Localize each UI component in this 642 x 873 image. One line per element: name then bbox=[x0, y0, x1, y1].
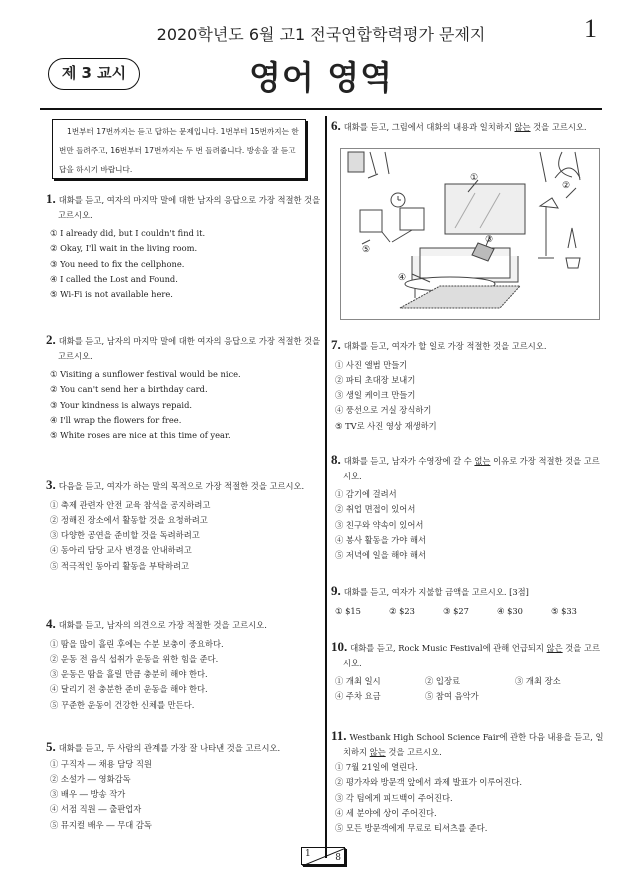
option: ⑤ White roses are nice at this time of year. bbox=[50, 430, 231, 441]
option: ④ $30 bbox=[497, 605, 523, 616]
question-6 bbox=[331, 119, 606, 135]
question-number: 2. bbox=[46, 332, 56, 347]
option: ④ 서점 직원 ― 출판업자 bbox=[50, 804, 142, 815]
question-number: 11. bbox=[331, 728, 347, 743]
question-stem: 대화를 듣고, 남자의 의견으로 가장 적절한 것을 고르시오. bbox=[58, 620, 267, 630]
page-number: 1 bbox=[584, 14, 597, 43]
question-4 bbox=[46, 617, 321, 713]
option: ① 개최 일시 bbox=[335, 676, 381, 686]
option: ⑤ $33 bbox=[551, 605, 577, 616]
question-5 bbox=[46, 740, 321, 833]
option: ② 평가자와 방문객 앞에서 과제 발표가 이루어진다. bbox=[335, 777, 523, 788]
option: ③ 배우 ― 방송 작가 bbox=[50, 789, 126, 800]
option: ⑤ 참여 음악가 bbox=[425, 691, 479, 702]
option: ① 구직자 ― 채용 담당 직원 bbox=[50, 758, 152, 769]
underlined-word: 않는 bbox=[514, 122, 531, 132]
option: ② $23 bbox=[389, 605, 415, 616]
option: ③ 각 팀에게 피드백이 주어진다. bbox=[335, 792, 453, 803]
exam-title: 2020학년도 6월 고1 전국연합학력평가 문제지 bbox=[156, 25, 486, 44]
question-number: 9. bbox=[331, 583, 341, 598]
option: ④ 주차 요금 bbox=[335, 691, 381, 702]
question-2 bbox=[46, 333, 321, 443]
option: ③ 다양한 공연을 준비할 것을 독려하려고 bbox=[50, 530, 200, 541]
question-number: 7. bbox=[331, 337, 341, 352]
option: ③ 친구와 약속이 있어서 bbox=[335, 519, 424, 530]
question-9 bbox=[331, 584, 606, 618]
option: ⑤ 저녁에 일을 해야 해서 bbox=[335, 550, 426, 561]
question-stem-end: 것을 고르시오. bbox=[385, 746, 442, 757]
option: ⑤ 꾸준한 운동이 건강한 신체를 만든다. bbox=[50, 699, 195, 710]
option: ③ 생일 케이크 만들기 bbox=[335, 390, 416, 401]
option: ④ I'll wrap the flowers for free. bbox=[50, 414, 182, 425]
label-4: ④ bbox=[398, 273, 407, 283]
label-1: ① bbox=[470, 173, 479, 183]
option: ① 사진 앨범 만들기 bbox=[335, 359, 408, 370]
option: ② 소설가 ― 영화감독 bbox=[50, 773, 131, 784]
option: ① I already did, but I couldn't find it. bbox=[50, 228, 206, 238]
option: ① Visiting a sunflower festival would be nice. bbox=[50, 369, 241, 379]
question-stem: Westbank High School Science Fair에 관한 다음 내용을 듣고, 일치하지 bbox=[343, 732, 604, 757]
option: ③ $27 bbox=[443, 605, 469, 616]
question-stem-end: 이유로 가장 적절한 것을 고르시오. bbox=[343, 456, 600, 481]
question-number: 3. bbox=[46, 477, 56, 492]
question-number: 1. bbox=[46, 191, 56, 206]
question-8 bbox=[331, 453, 606, 563]
option: ③ 운동은 땀을 흘릴 만큼 충분히 해야 한다. bbox=[50, 669, 208, 680]
option: ⑤ 적극적인 동아리 활동을 부탁하려고 bbox=[50, 560, 190, 571]
option: ④ I called the Lost and Found. bbox=[50, 273, 178, 284]
underlined-word: 없는 bbox=[474, 456, 491, 466]
option: ① 축제 관련자 안전 교육 참석을 공지하려고 bbox=[50, 499, 211, 510]
option: ④ 동아리 담당 교사 변경을 안내하려고 bbox=[50, 545, 192, 556]
room-illustration bbox=[340, 148, 600, 320]
option: ② 운동 전 음식 섭취가 운동을 위한 힘을 준다. bbox=[50, 653, 219, 664]
total-pages: 8 bbox=[335, 853, 341, 863]
question-stem: 대화를 듣고, 여자가 지불할 금액을 고르시오. [3점] bbox=[343, 587, 529, 597]
header-divider bbox=[40, 108, 602, 110]
question-stem: 대화를 듣고, 남자의 마지막 말에 대한 여자의 응답으로 가장 적절한 것을 고르시오. bbox=[58, 336, 321, 361]
option: ① 감기에 걸려서 bbox=[335, 489, 397, 499]
current-page: 1 bbox=[305, 849, 311, 859]
option: ③ Your kindness is always repaid. bbox=[50, 399, 193, 410]
question-stem: 대화를 듣고, 두 사람의 관계를 가장 잘 나타낸 것을 고르시오. bbox=[58, 743, 281, 753]
option: ⑤ Wi-Fi is not available here. bbox=[50, 289, 173, 300]
column-divider bbox=[325, 116, 327, 858]
question-stem: 대화를 듣고, 그림에서 대화의 내용과 일치하지 bbox=[343, 122, 515, 132]
option: ② 정해진 장소에서 활동할 것을 요청하려고 bbox=[50, 514, 208, 525]
question-stem: 대화를 듣고, 남자가 수영장에 갈 수 bbox=[343, 456, 475, 466]
question-number: 6. bbox=[331, 118, 341, 133]
question-1 bbox=[46, 192, 321, 302]
option: ⑤ 뮤지컬 배우 ― 무대 감독 bbox=[50, 819, 152, 830]
option: ⑤ 모든 방문객에게 무료로 티셔츠를 준다. bbox=[335, 823, 488, 834]
question-stem: 대화를 듣고, 여자가 할 일로 가장 적절한 것을 고르시오. bbox=[343, 341, 547, 351]
question-3 bbox=[46, 478, 321, 574]
question-number: 5. bbox=[46, 739, 56, 754]
page-indicator bbox=[301, 847, 345, 865]
option: ⑤ TV로 사진 영상 재생하기 bbox=[335, 420, 437, 431]
period-badge: 제 3 교시 bbox=[48, 58, 140, 90]
question-10 bbox=[331, 640, 606, 705]
question-stem: 다음을 듣고, 여자가 하는 말의 목적으로 가장 적절한 것을 고르시오. bbox=[58, 481, 305, 491]
question-number: 4. bbox=[46, 616, 56, 631]
option: ③ You need to fix the cellphone. bbox=[50, 258, 185, 269]
question-stem: 대화를 듣고, 여자의 마지막 말에 대한 남자의 응답으로 가장 적절한 것을 고르시오. bbox=[58, 195, 321, 220]
option: ① 7월 21일에 열린다. bbox=[335, 762, 418, 772]
question-number: 10. bbox=[331, 639, 348, 654]
underlined-word: 않는 bbox=[369, 746, 386, 757]
option: ④ 달리기 전 충분한 준비 운동을 해야 한다. bbox=[50, 684, 208, 695]
label-5: ⑤ bbox=[362, 245, 371, 255]
option: ③ 개최 장소 bbox=[515, 676, 561, 686]
subject-title: 영어 영역 bbox=[248, 58, 393, 97]
option: ④ 세 분야에 상이 주어진다. bbox=[335, 807, 437, 818]
option: ② Okay, I'll wait in the living room. bbox=[50, 243, 198, 254]
label-3: ③ bbox=[485, 235, 494, 245]
option: ① 땀을 많이 흘린 후에는 수분 보충이 중요하다. bbox=[50, 638, 224, 649]
question-7 bbox=[331, 338, 606, 434]
question-stem: 대화를 듣고, Rock Music Festival에 관해 언급되지 bbox=[350, 643, 547, 653]
option: ② 파티 초대장 보내기 bbox=[335, 374, 416, 385]
question-number: 8. bbox=[331, 452, 341, 467]
listening-notice: 1번부터 17번까지는 듣고 답하는 문제입니다. 1번부터 15번까지는 한 번만 들려주고, 16번부터 17번까지는 두 번 들려줍니다. 방송을 잘 듣고 답을 하시기 바랍니다. bbox=[52, 119, 306, 179]
question-stem-end: 것을 고르시오. bbox=[530, 122, 587, 132]
option: ④ 봉사 활동을 가야 해서 bbox=[335, 534, 426, 545]
question-11 bbox=[331, 729, 606, 836]
option: ② 입장료 bbox=[425, 676, 460, 686]
option: ② You can't send her a birthday card. bbox=[50, 384, 208, 395]
option: ② 취업 면접이 있어서 bbox=[335, 504, 416, 515]
option: ① $15 bbox=[335, 605, 361, 616]
label-2: ② bbox=[562, 181, 571, 191]
underlined-word: 않은 bbox=[546, 643, 563, 653]
option: ④ 풍선으로 거실 장식하기 bbox=[335, 405, 432, 416]
question-stem-end: 것을 고르시오. bbox=[343, 643, 600, 668]
